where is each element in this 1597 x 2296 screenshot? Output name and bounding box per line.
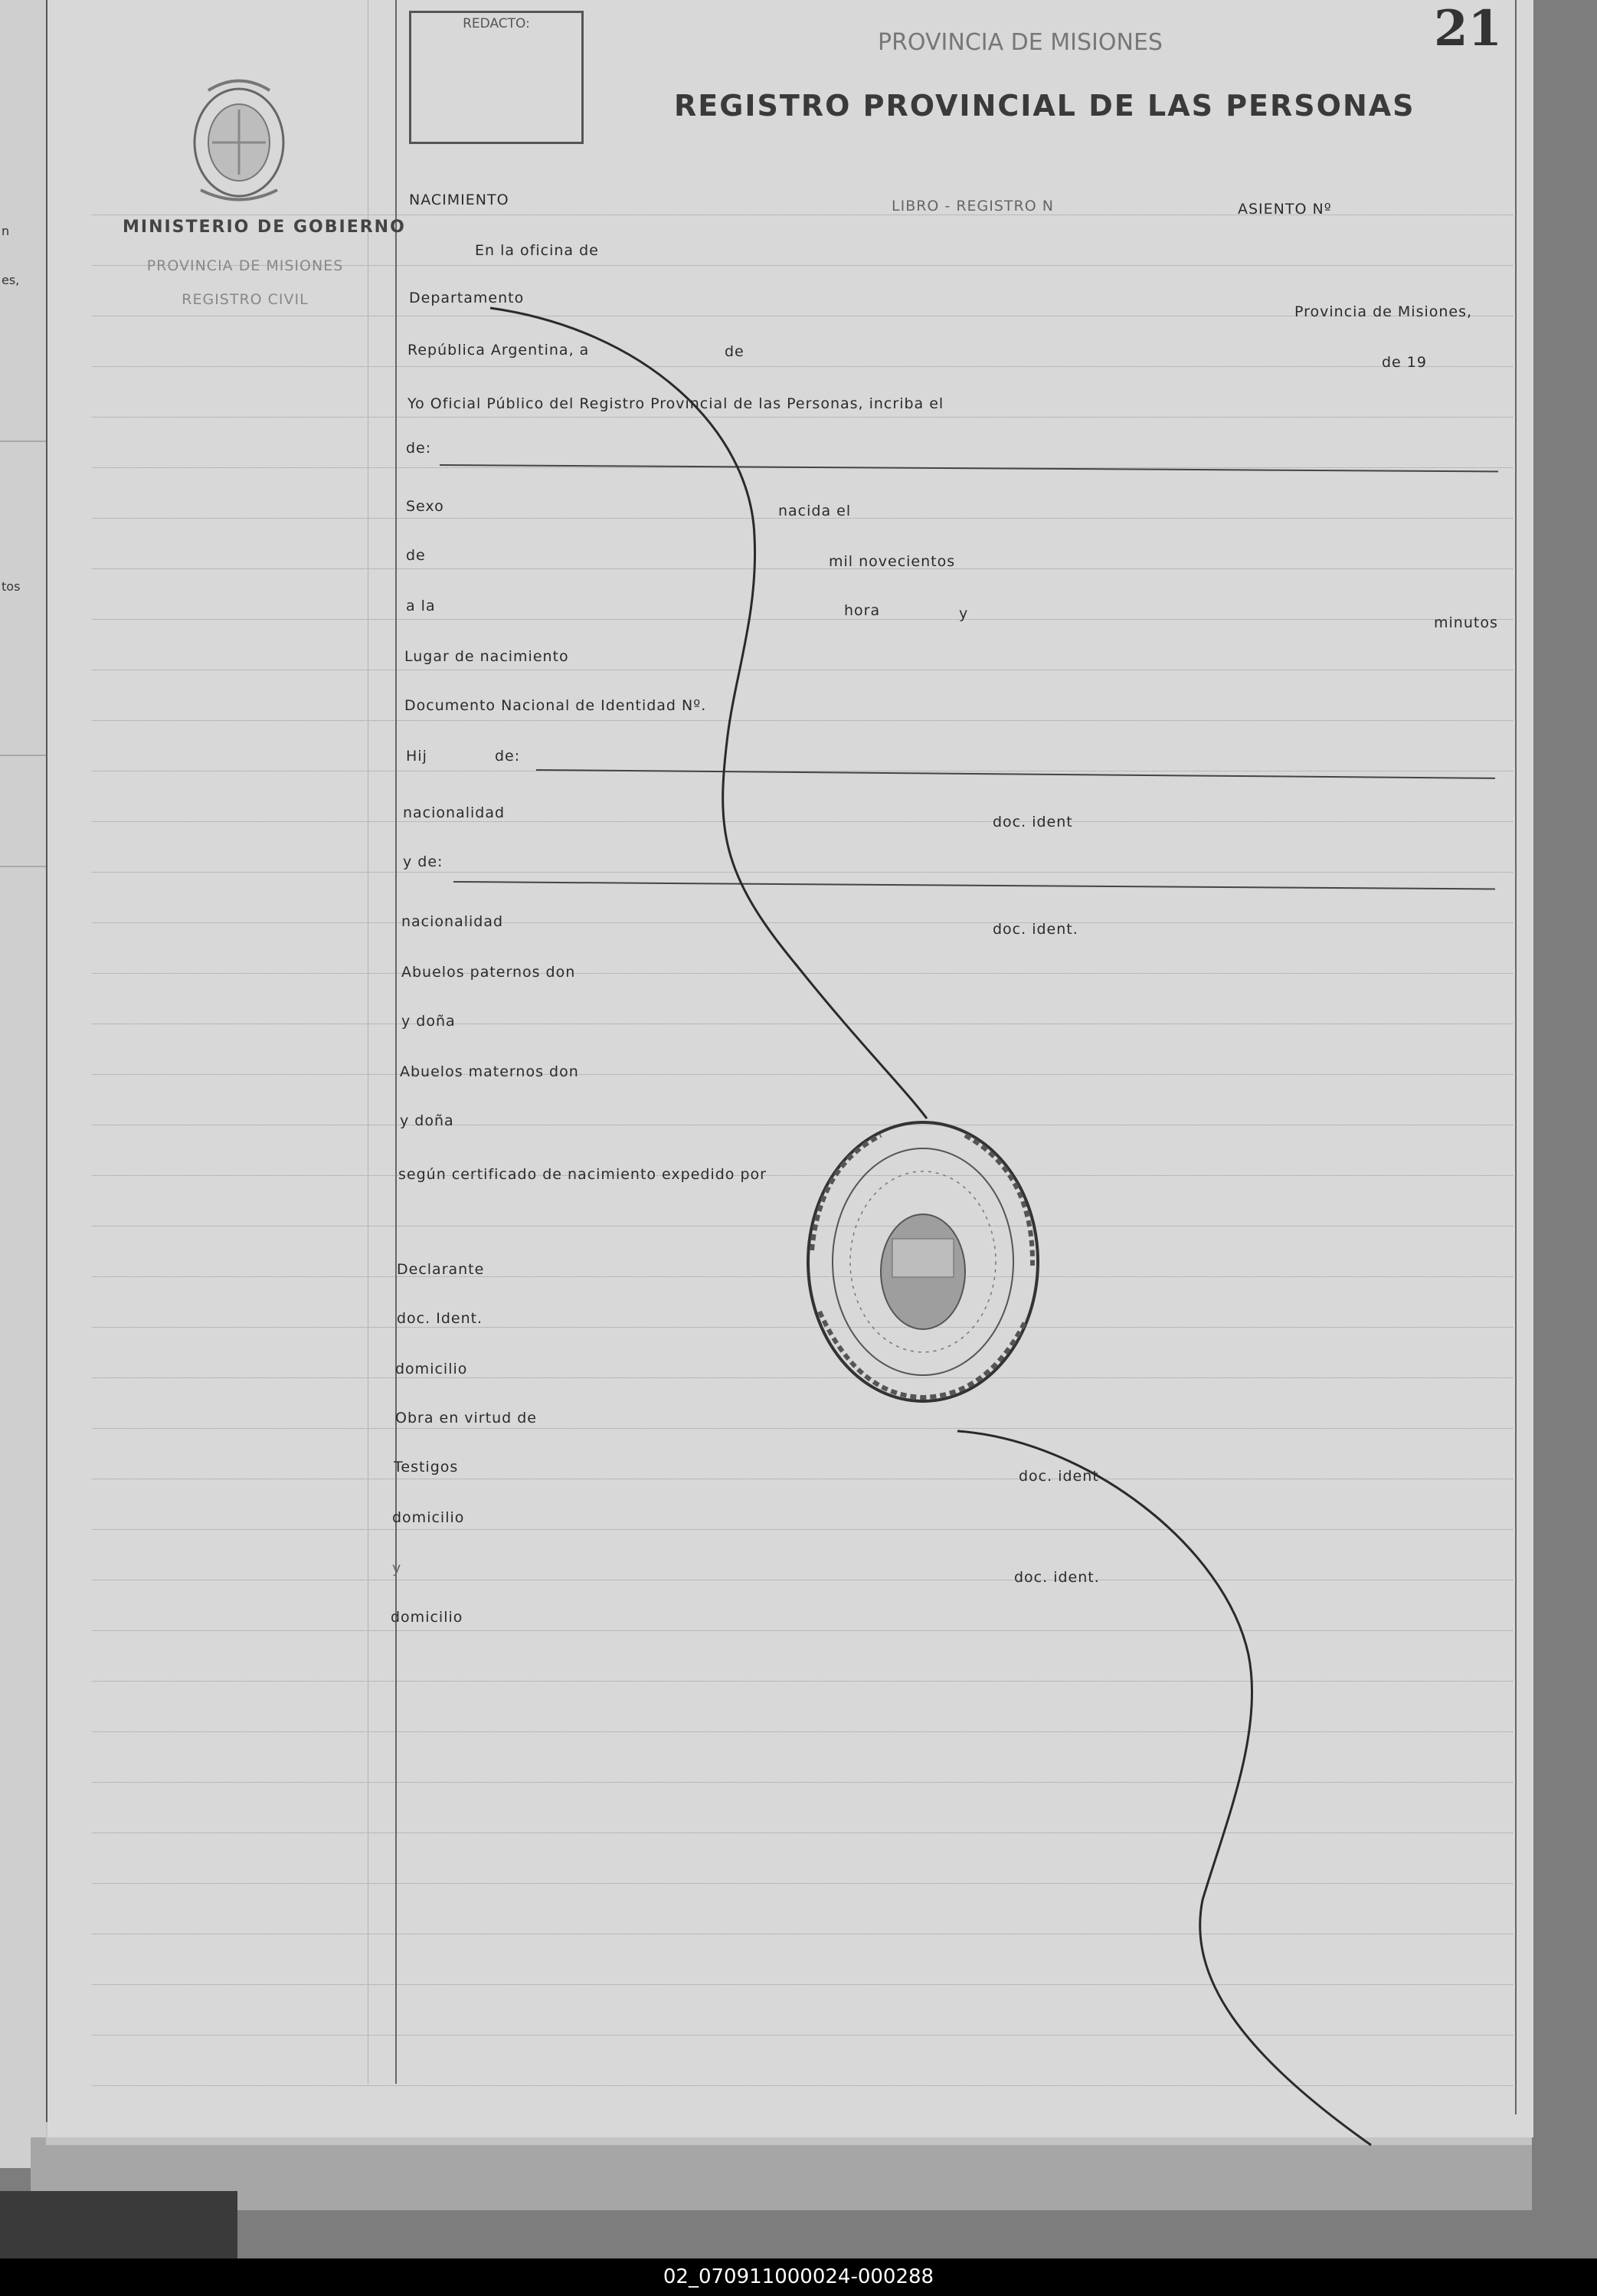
label-provincia-misiones: Provincia de Misiones, — [1294, 303, 1473, 320]
label-de-nombre: de: — [406, 440, 432, 457]
prev-page-fragment: tos — [2, 579, 21, 594]
redacto-label: REDACTO: — [463, 16, 530, 31]
label-domicilio-2: domicilio — [392, 1509, 465, 1526]
label-a-la: a la — [406, 598, 436, 614]
folio-number: 21 — [1434, 0, 1503, 57]
ministry-name: MINISTERIO DE GOBIERNO — [123, 218, 406, 237]
ministry-province: PROVINCIA DE MISIONES — [146, 257, 344, 274]
label-minutos: minutos — [1434, 614, 1498, 631]
page-title: REGISTRO PROVINCIAL DE LAS PERSONAS — [674, 89, 1415, 123]
label-segun-certificado: según certificado de nacimiento expedido por — [398, 1166, 767, 1183]
label-doc-ident-4: doc. ident — [1019, 1468, 1099, 1485]
label-mil-novecientos: mil novecientos — [829, 553, 956, 570]
label-abuelos-paternos: Abuelos paternos don — [401, 964, 576, 981]
label-y: y — [959, 605, 969, 622]
label-domicilio-1: domicilio — [395, 1361, 468, 1377]
label-hora: hora — [844, 602, 881, 619]
label-de-19: de 19 — [1382, 354, 1427, 371]
label-republica: República Argentina, a — [407, 342, 590, 359]
header-province: PROVINCIA DE MISIONES — [878, 29, 1163, 56]
label-doc-ident-5: doc. ident. — [1014, 1569, 1100, 1586]
label-nacida: nacida el — [778, 503, 852, 519]
label-doc-ident-1: doc. ident — [993, 814, 1073, 830]
label-hij: Hij — [406, 748, 427, 765]
label-nacionalidad-2: nacionalidad — [401, 913, 504, 930]
label-nacionalidad-1: nacionalidad — [403, 804, 506, 821]
label-obra-virtud: Obra en virtud de — [395, 1410, 537, 1426]
label-libro-registro: LIBRO - REGISTRO N — [892, 198, 1054, 215]
ministry-registry: REGISTRO CIVIL — [182, 291, 309, 308]
label-departamento: Departamento — [409, 290, 525, 306]
label-domicilio-3: domicilio — [391, 1609, 463, 1626]
label-sexo: Sexo — [406, 498, 444, 515]
label-y-de: y de: — [403, 853, 443, 870]
label-de-padre: de: — [495, 748, 521, 765]
label-nacimiento: NACIMIENTO — [409, 192, 509, 208]
label-y-dona-1: y doña — [401, 1013, 456, 1030]
label-de-mes: de — [406, 547, 426, 564]
label-doc-ident-2: doc. ident. — [993, 921, 1078, 938]
prev-page-fragment: n — [2, 224, 10, 238]
label-lugar-nacimiento: Lugar de nacimiento — [404, 648, 569, 665]
label-dni: Documento Nacional de Identidad Nº. — [404, 697, 707, 714]
label-oficina: En la oficina de — [475, 242, 599, 259]
label-y-dona-2: y doña — [400, 1112, 454, 1129]
label-doc-ident-3: doc. Ident. — [397, 1310, 483, 1327]
label-oficial: Yo Oficial Público del Registro Provincial de las Personas, incriba el — [407, 395, 944, 412]
label-de: de — [725, 343, 745, 360]
label-abuelos-maternos: Abuelos maternos don — [400, 1063, 579, 1080]
label-y-testigo: y — [392, 1560, 402, 1577]
official-seal-icon — [789, 1097, 1057, 1426]
prev-page-fragment: es, — [2, 273, 20, 287]
label-asiento: ASIENTO Nº — [1238, 201, 1332, 218]
label-testigos: Testigos — [394, 1459, 459, 1476]
image-caption: 02_070911000024-000288 — [0, 2258, 1597, 2296]
label-declarante: Declarante — [397, 1261, 485, 1278]
